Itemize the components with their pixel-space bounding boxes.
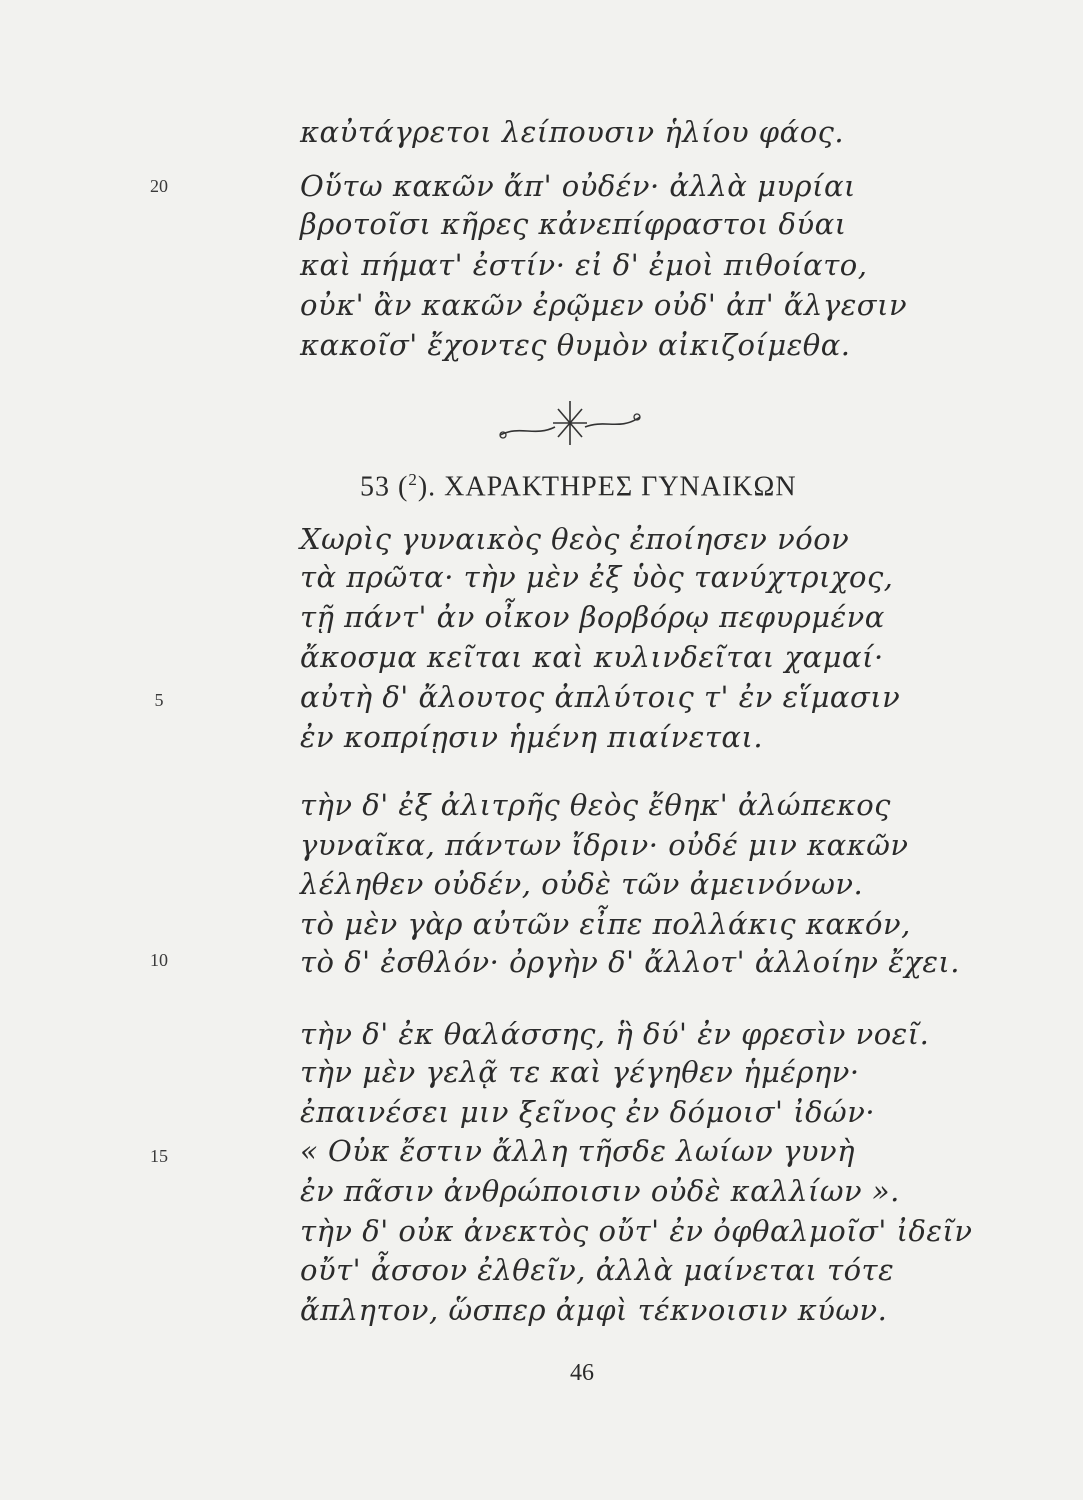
verse-line: τὴν μὲν γελᾷ τε καὶ γέγηθεν ἡμέρην· xyxy=(300,1055,860,1089)
poem-number: 53 xyxy=(360,471,390,503)
verse-line: γυναῖκα, πάντων ἴδριν· οὐδέ μιν κακῶν xyxy=(300,828,909,862)
poem-title: ΧΑΡΑΚΤΗΡΕΣ ΓΥΝΑΙΚΩΝ xyxy=(444,471,797,503)
verse-line: Χωρὶς γυναικὸς θεὸς ἐποίησεν νόον xyxy=(300,522,850,556)
line-number: 5 xyxy=(154,690,164,710)
verse-line: ἐν πᾶσιν ἀνθρώποισιν οὐδὲ καλλίων ». xyxy=(300,1174,900,1208)
section-heading: 53 ($^2$). ΧΑΡΑΚΤΗΡΕΣ ΓΥΝΑΙΚΩΝ xyxy=(360,470,797,503)
line-number: 20 xyxy=(150,176,168,196)
verse-line: τῇ πάντ' ἀν οἶκον βορβόρῳ πεφυρμένα xyxy=(300,600,885,634)
verse-line: βροτοῖσι κῆρες κἀνεπίφραστοι δύαι xyxy=(300,207,847,241)
verse-line: καὶ πήματ' ἐστίν· εἰ δ' ἐμοὶ πιθοίατο, xyxy=(300,248,868,282)
verse-line: ἐπαινέσει μιν ξεῖνος ἐν δόμοισ' ἰδών· xyxy=(300,1095,876,1129)
verse-line: αὐτὴ δ' ἄλουτος ἀπλύτοις τ' ἐν εἵμασιν xyxy=(300,680,901,714)
verse-line: τὴν δ' ἐξ ἀλιτρῆς θεὸς ἔθηκ' ἀλώπεκος xyxy=(300,788,891,822)
fleuron-ornament-icon xyxy=(495,395,645,450)
verse-line: τὸ μὲν γὰρ αὐτῶν εἶπε πολλάκις κακόν, xyxy=(300,907,911,941)
verse-line: λέληθεν οὐδέν, οὐδὲ τῶν ἀμεινόνων. xyxy=(300,867,864,901)
footnote-mark: 2 xyxy=(408,470,418,489)
verse-line: κακοῖσ' ἔχοντες θυμὸν αἰκιζοίμεθα. xyxy=(300,328,851,362)
verse-line: ἐν κοπρίῃσιν ἡμένη πιαίνεται. xyxy=(300,720,764,754)
verse-line: οὔτ' ἆσσον ἐλθεῖν, ἀλλὰ μαίνεται τότε xyxy=(300,1253,895,1287)
verse-line: « Οὐκ ἔστιν ἄλλη τῆσδε λωίων γυνὴ xyxy=(300,1134,855,1168)
line-number: 15 xyxy=(150,1146,168,1166)
page-number: 46 xyxy=(570,1360,594,1386)
verse-line: τὴν δ' ἐκ θαλάσσης, ἣ δύ' ἐν φρεσὶν νοεῖ. xyxy=(300,1017,930,1051)
verse-line: τὰ πρῶτα· τὴν μὲν ἐξ ὑὸς τανύχτριχος, xyxy=(300,560,894,594)
line-number: 10 xyxy=(150,950,168,970)
verse-line: οὐκ' ἂν κακῶν ἐρῷμεν οὐδ' ἀπ' ἄλγεσιν xyxy=(300,288,908,322)
verse-line: ἄκοσμα κεῖται καὶ κυλινδεῖται χαμαί· xyxy=(300,640,884,674)
verse-line: τὸ δ' ἐσθλόν· ὀργὴν δ' ἄλλοτ' ἀλλοίην ἔχει. xyxy=(300,945,961,979)
verse-line: ἄπλητον, ὥσπερ ἀμφὶ τέκνοισιν κύων. xyxy=(300,1293,888,1327)
verse-line: τὴν δ' οὐκ ἀνεκτὸς οὔτ' ἐν ὀφθαλμοῖσ' ἰδεῖν xyxy=(300,1214,973,1248)
verse-line: Οὕτω κακῶν ἄπ' οὐδέν· ἀλλὰ μυρίαι xyxy=(300,169,856,203)
verse-line: καὐτάγρετοι λείπουσιν ἡλίου φάος. xyxy=(300,115,845,149)
